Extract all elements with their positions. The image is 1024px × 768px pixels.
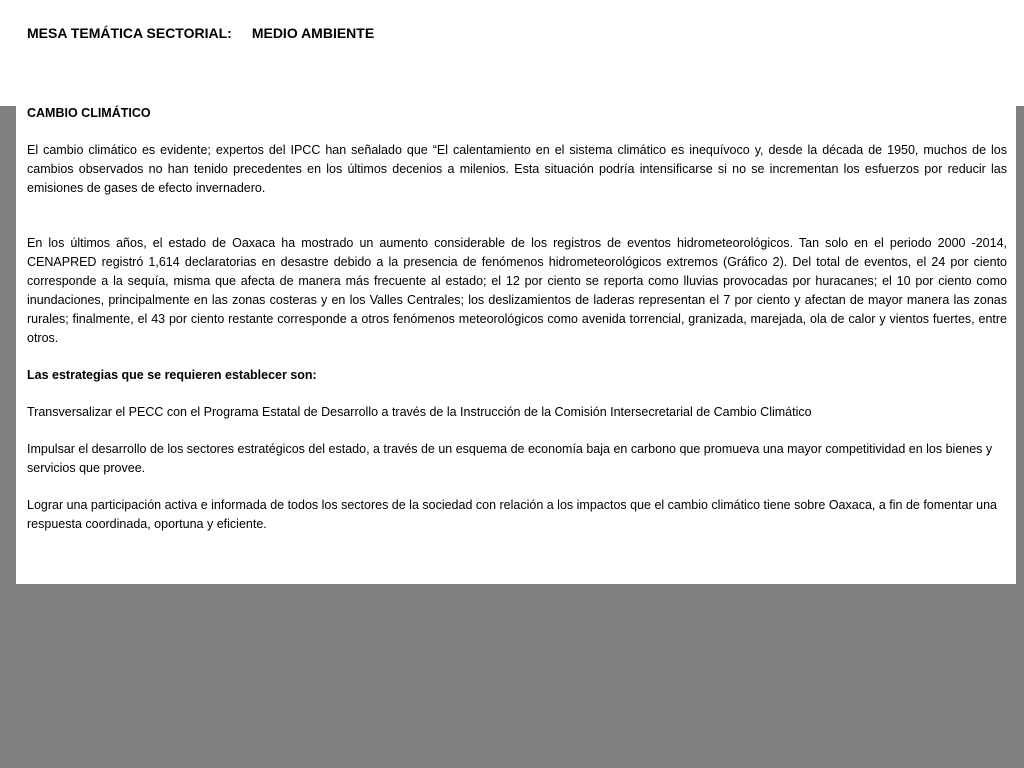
document-body xyxy=(27,104,1007,552)
heading-topic: MEDIO AMBIENTE xyxy=(251,25,375,41)
strategies-title: Las estrategias que se requieren establecer son: xyxy=(27,368,317,382)
heading-label: MESA TEMÁTICA SECTORIAL: xyxy=(27,25,232,41)
strategy-item: Lograr una participación activa e informada de todos los sectores de la sociedad con relación a los impactos que el cambio climático tiene sobre Oaxaca, a fin de fomentar una respuesta coordinada, oportuna y eficiente. xyxy=(27,498,997,531)
background-gray-left xyxy=(0,106,16,584)
section-title: CAMBIO CLIMÁTICO xyxy=(27,106,151,120)
strategy-item: Transversalizar el PECC con el Programa Estatal de Desarrollo a través de la Instrucción de la Comisión Intersecretarial de Cambio Climático xyxy=(27,405,812,419)
background-gray-right xyxy=(1016,106,1024,584)
strategy-item: Impulsar el desarrollo de los sectores estratégicos del estado, a través de un esquema de economía baja en carbono que promueva una mayor competitividad en los bienes y servicios que provee. xyxy=(27,442,993,475)
background-gray-bottom xyxy=(0,584,1024,768)
paragraph-climate-change: El cambio climático es evidente; expertos del IPCC han señalado que “El calentamiento en el sistema climático es inequívoco y, desde la década de 1950, muchos de los cambios observados no han tenido precedentes en los últimos decenios a milenios. Esta situación podría intensificarse si no se incrementan los esfuerzos por reducir las emisiones de gases de efecto invernadero. xyxy=(27,143,1007,195)
page-heading xyxy=(27,24,374,42)
paragraph-oaxaca-events: En los últimos años, el estado de Oaxaca ha mostrado un aumento considerable de los registros de eventos hidrometeorológicos. Tan solo en el periodo 2000 -2014, CENAPRED registró 1,614 declaratorias en desastre debido a la presencia de fenómenos hidrometeorológicos extremos (Gráfico 2). Del total de eventos, el 24 por ciento corresponde a la sequía, misma que afecta de manera más frecuente al estado; el 12 por ciento se reporta como lluvias provocadas por huracanes; el 10 por ciento como inundaciones, principalmente en las zonas costeras y en los Valles Centrales; los deslizamientos de laderas representan el 7 por ciento y afectan de mayor manera las zonas rurales; finalmente, el 43 por ciento restante corresponde a otros fenómenos meteorológicos como avenida torrencial, granizada, marejada, ola de calor y vientos fuertes, entre otros. xyxy=(27,236,1007,345)
